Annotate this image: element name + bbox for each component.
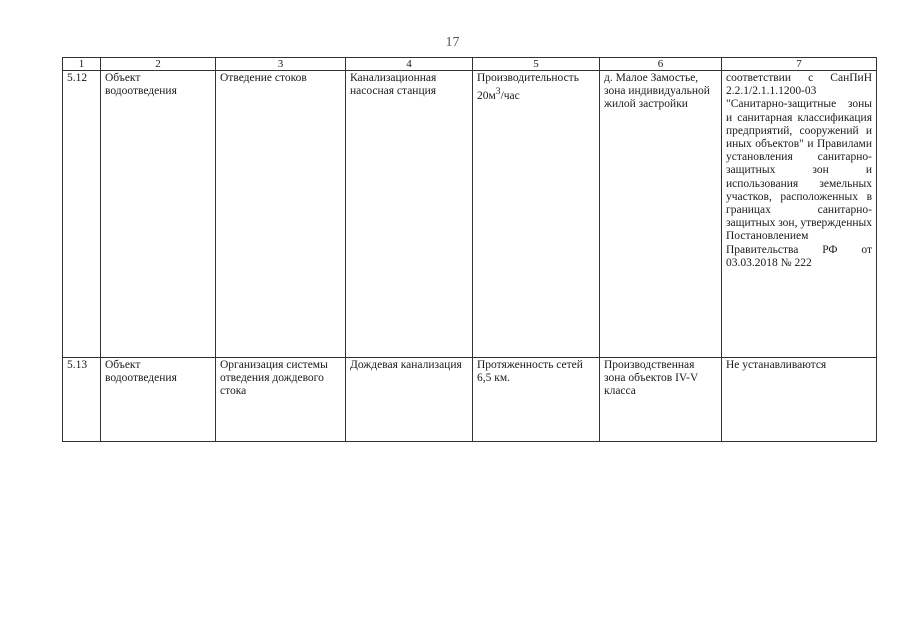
superscript: 3 [495,86,501,98]
table-row [63,358,877,442]
cell-characteristics: Протяженность сетей 6,5 км. [473,358,600,442]
column-header: 3 [216,58,346,71]
column-header: 4 [346,58,473,71]
cell-number: 5.12 [63,71,101,358]
cell-object: Объект водоотведения [101,71,216,358]
column-header: 2 [101,58,216,71]
table-header-row [63,58,877,71]
table-row [63,71,877,358]
characteristics-unit: /час [500,90,520,103]
column-header: 1 [63,58,101,71]
cell-purpose: Организация системы отведения дождевого стока [216,358,346,442]
column-header: 6 [600,58,722,71]
cell-name: Канализационная насосная станция [346,71,473,358]
cell-number: 5.13 [63,358,101,442]
cell-zone: Не устанавливаются [722,358,877,442]
cell-name: Дождевая канализация [346,358,473,442]
cell-characteristics [473,71,600,358]
column-header: 7 [722,58,877,71]
cell-zone: соответствии с СанПиН 2.2.1/2.1.1.1200-03 "Санитарно-защитные зоны и санитарная классификация предприятий, сооружений и иных объектов" и Правилами установления санитарно-защитных зон и использования земельных участков, расположенных в границах санитарно-защитных зон, утвержденных Постановлением Правительства РФ от 03.03.2018 № 222 [722,71,877,358]
column-header: 5 [473,58,600,71]
characteristics-text: Производительность 20м [477,72,579,103]
data-table [62,57,877,442]
page-number: 17 [445,35,460,50]
cell-object: Объект водоотведения [101,358,216,442]
cell-purpose: Отведение стоков [216,71,346,358]
cell-location: д. Малое Замостье, зона индивидуальной жилой застройки [600,71,722,358]
cell-location: Производственная зона объектов IV-V класса [600,358,722,442]
